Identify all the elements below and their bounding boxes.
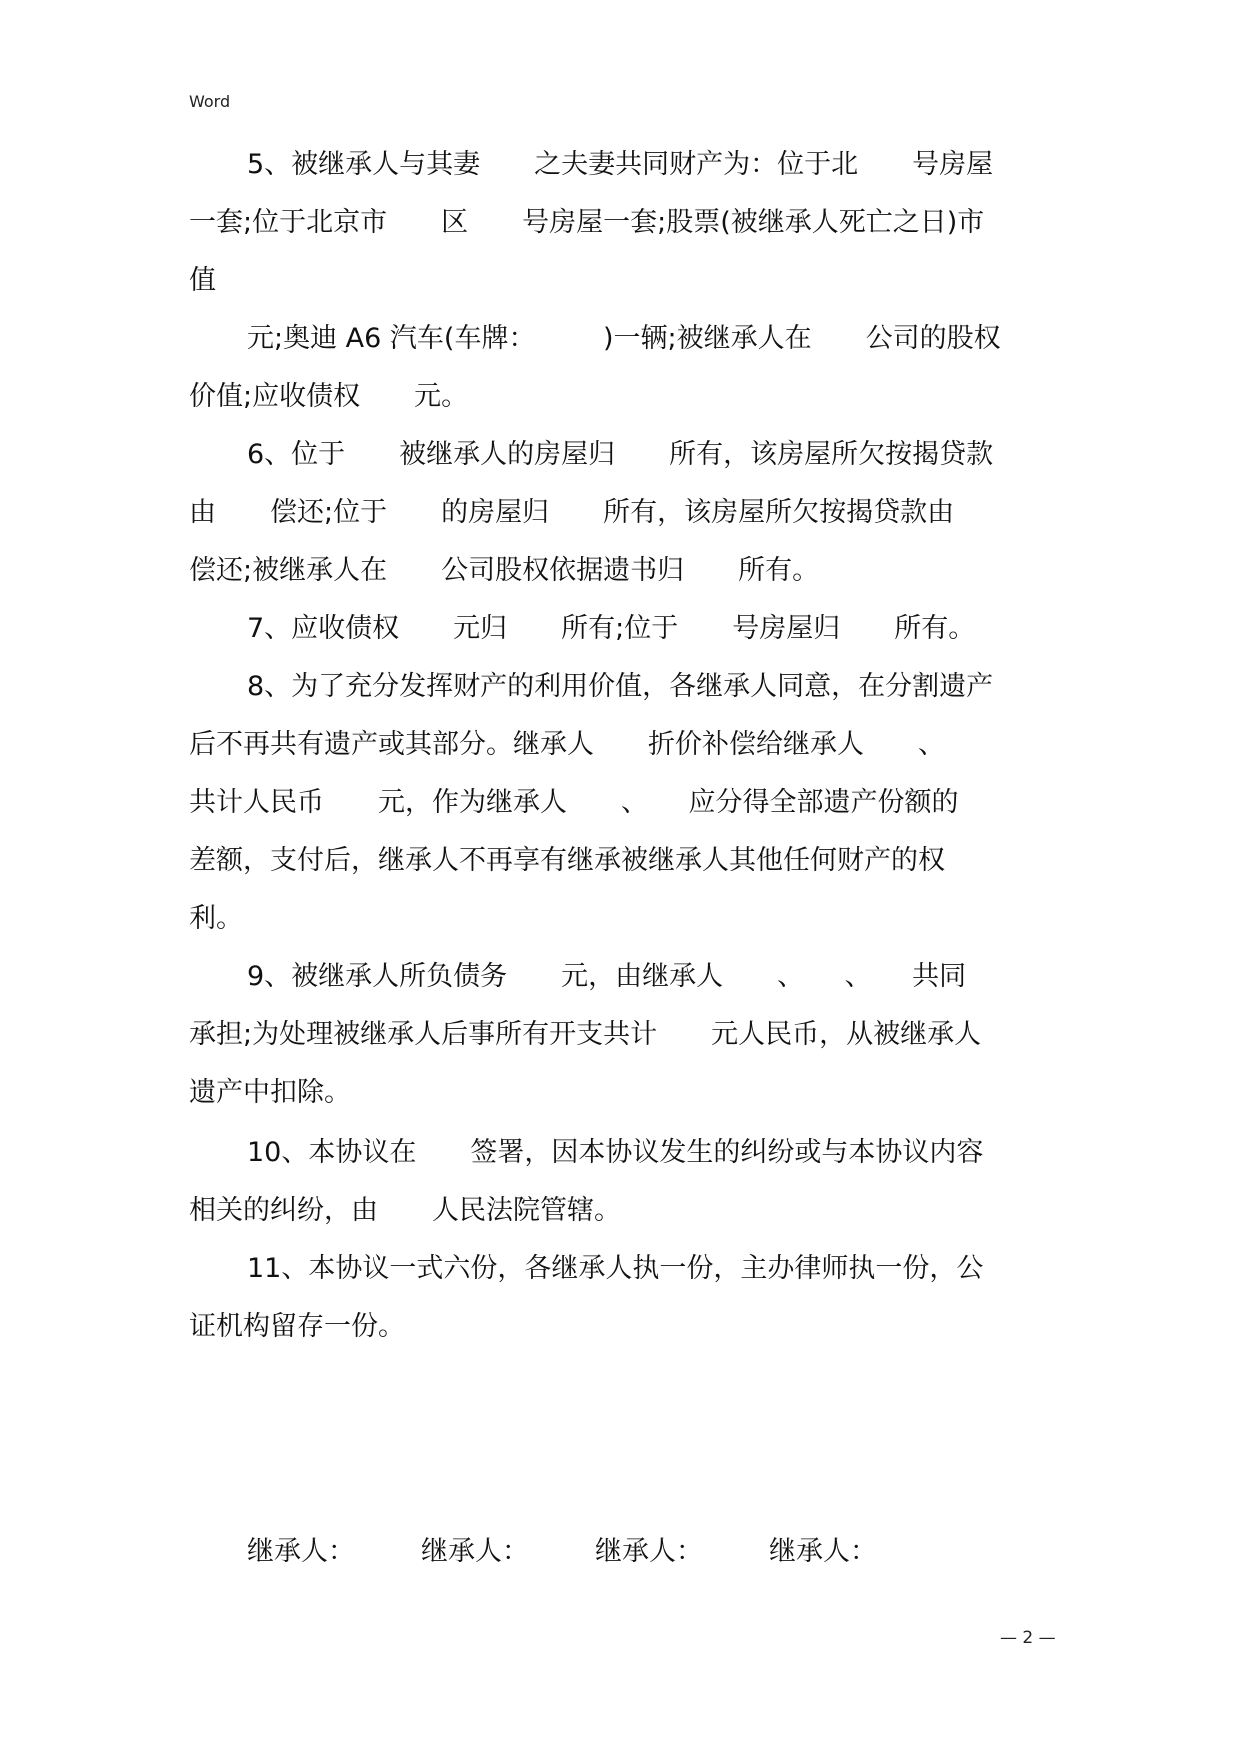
page-header: Word	[189, 92, 231, 111]
paragraph-line: 6、位于 被继承人的房屋归 所有，该房屋所欠按揭贷款	[247, 439, 994, 470]
paragraph-line: 相关的纠纷，由 人民法院管辖。	[189, 1195, 621, 1226]
paragraph-line: 偿还;被继承人在 公司股权依据遗书归 所有。	[189, 555, 820, 586]
paragraph-line: 元;奥迪 A6 汽车(车牌： )一辆;被继承人在 公司的股权	[247, 323, 1001, 354]
page-number: — 2 —	[1000, 1628, 1056, 1648]
paragraph-line: 价值;应收债权 元。	[189, 381, 469, 412]
signature-label: 继承人：	[595, 1536, 703, 1567]
paragraph-line: 一套;位于北京市 区 号房屋一套;股票(被继承人死亡之日)市	[189, 207, 985, 238]
paragraph-line: 11、本协议一式六份，各继承人执一份，主办律师执一份，公	[247, 1253, 984, 1284]
paragraph-line: 9、被继承人所负债务 元，由继承人 、 、 共同	[247, 961, 967, 992]
paragraph-line: 5、被继承人与其妻 之夫妻共同财产为：位于北 号房屋	[247, 149, 994, 180]
paragraph-line: 10、本协议在 签署，因本协议发生的纠纷或与本协议内容	[247, 1137, 984, 1168]
paragraph-line: 证机构留存一份。	[189, 1311, 405, 1342]
paragraph-line: 8、为了充分发挥财产的利用价值，各继承人同意，在分割遗产	[247, 671, 994, 702]
paragraph-line: 由 偿还;位于 的房屋归 所有，该房屋所欠按揭贷款由	[189, 497, 955, 528]
paragraph-line: 承担;为处理被继承人后事所有开支共计 元人民币，从被继承人	[189, 1019, 982, 1050]
signature-label: 继承人：	[769, 1536, 877, 1567]
paragraph-line: 值	[189, 265, 216, 296]
paragraph-line: 差额，支付后，继承人不再享有继承被继承人其他任何财产的权	[189, 845, 945, 876]
signature-label: 继承人：	[247, 1536, 355, 1567]
paragraph-line: 后不再共有遗产或其部分。继承人 折价补偿给继承人 、	[189, 729, 945, 760]
paragraph-line: 利。	[189, 903, 243, 934]
paragraph-line: 共计人民币 元，作为继承人 、 应分得全部遗产份额的	[189, 787, 959, 818]
paragraph-line: 7、应收债权 元归 所有;位于 号房屋归 所有。	[247, 613, 976, 644]
signature-label: 继承人：	[421, 1536, 529, 1567]
paragraph-line: 遗产中扣除。	[189, 1077, 351, 1108]
